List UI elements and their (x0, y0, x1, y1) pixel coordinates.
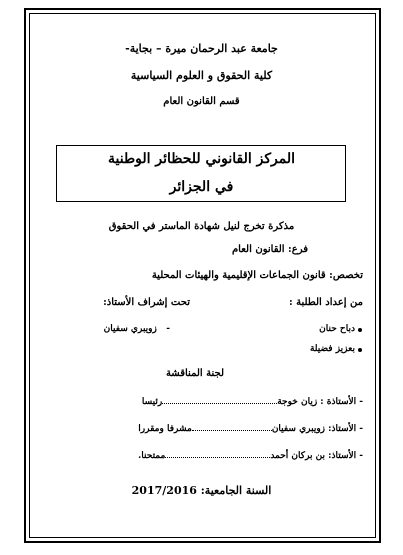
thesis-title-line1: المركز القانوني للحظائر الوطنية (108, 151, 295, 167)
jury-member-name: - الأستاذ: بن بركان أحمد (270, 451, 363, 461)
supervisor-name-text: زويبري سفيان (103, 324, 157, 334)
university-name: جامعة عبد الرحمان ميرة – بجاية- (125, 42, 278, 55)
specialty-label: تخصص: قانون الجماعات الإقليمية والهيئات المحلية (151, 270, 363, 281)
dotted-leader (162, 397, 277, 404)
jury-member-name: - الأستاذ: زويبري سفيان (271, 424, 363, 434)
dotted-leader (192, 424, 272, 431)
academic-year: السنة الجامعية: 2017/2016 (131, 484, 272, 497)
bullet-icon (358, 348, 362, 352)
jury-member-row (138, 424, 363, 434)
faculty-name: كلية الحقوق و العلوم السياسية (130, 69, 273, 82)
supervisor-label: تحت إشراف الأستاذ: (103, 297, 190, 308)
jury-member-role: مشرفا ومقررا (138, 424, 192, 434)
thesis-title-line2: في الجزائر (169, 179, 234, 195)
students-label: من إعداد الطلبة : (288, 297, 363, 308)
jury-member-row (142, 397, 363, 407)
branch-label: فرع: القانون العام (231, 244, 309, 255)
jury-member-role: رئيسا (141, 397, 163, 407)
bullet-icon (358, 328, 362, 332)
student-name-2: بعزيز فضيلة (309, 344, 355, 354)
supervisor-name (60, 325, 170, 334)
jury-title: لجنة المناقشة (165, 368, 225, 379)
jury-member-row (138, 451, 363, 461)
jury-member-role: ممتحنا. (138, 451, 166, 461)
supervisor-dash: - (156, 324, 170, 334)
department-name: قسم القانون العام (163, 96, 240, 107)
student-name-1: دباح حنان (319, 324, 355, 334)
jury-member-name: - الأستاذة : زيان خوجة (277, 397, 363, 407)
memo-description: مذكرة تخرج لنيل شهادة الماستر في الحقوق (108, 221, 295, 232)
dotted-leader (165, 451, 270, 458)
